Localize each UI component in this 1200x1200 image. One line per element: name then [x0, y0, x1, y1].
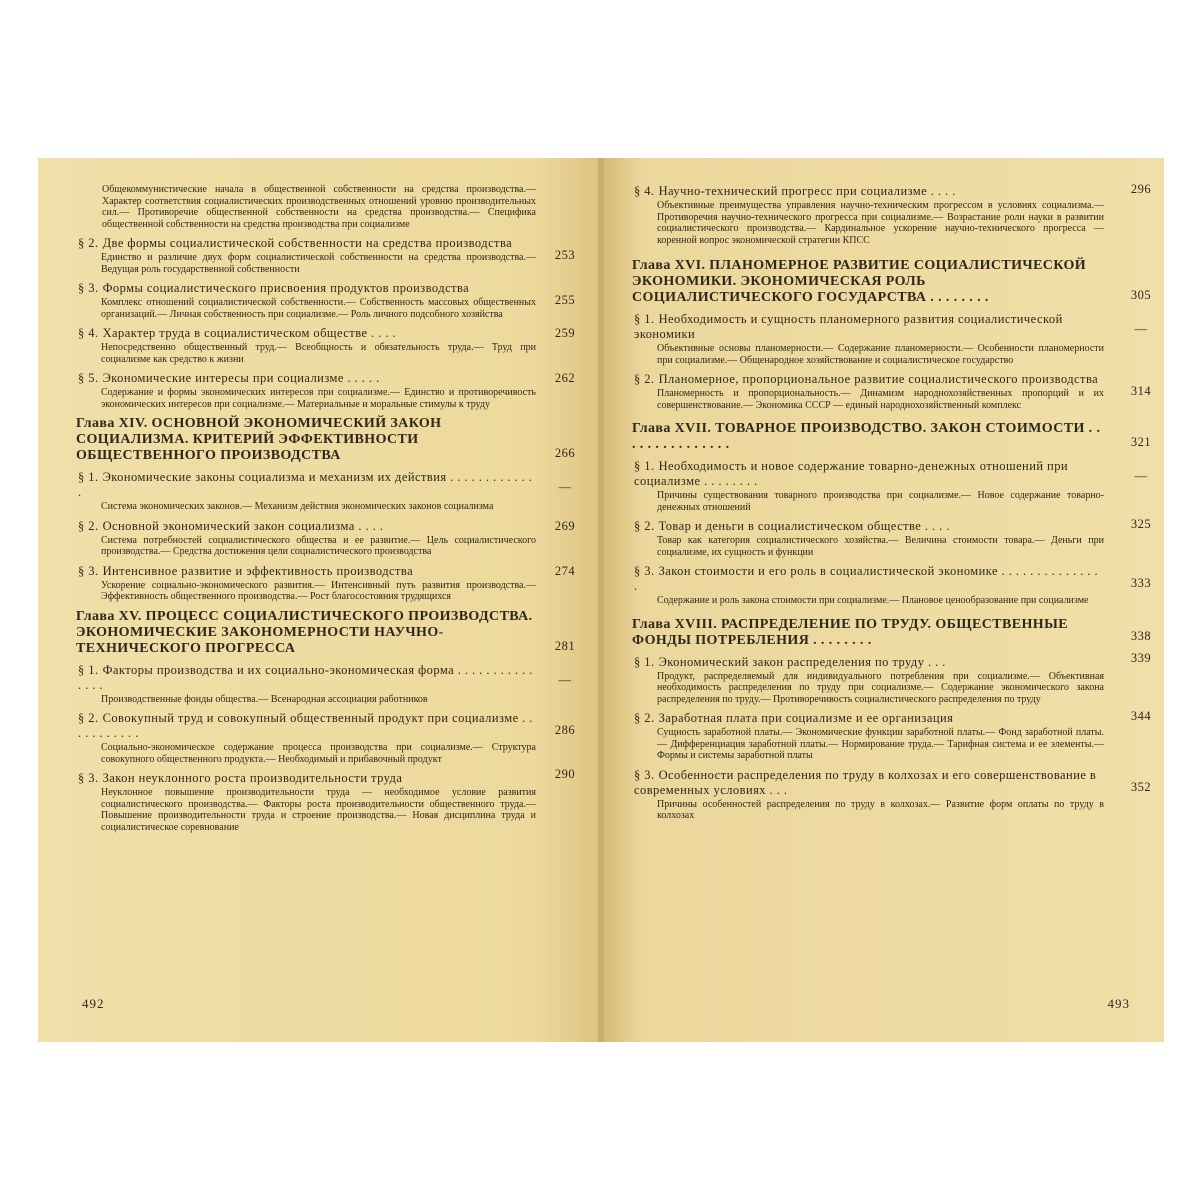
section-description: Содержание и роль закона стоимости при социализме.— Плановое ценообразование при социализме: [657, 595, 1089, 606]
section-title-text: Заработная плата при социализме и ее организация: [658, 711, 954, 725]
section-title-text: Товар и деньги в социалистическом обществе . . . .: [658, 519, 950, 533]
section-title: [76, 564, 536, 579]
section-mark: § 4.: [78, 326, 99, 340]
section-description: Неуклонное повышение производительности труда — необходимое условие развития социалистического производства.— Факторы роста производительности общественного труда.— Повышение производительности труда и строение производства.— Новая дисциплина труда и социалистическое соревнование: [101, 787, 536, 833]
page-number: 281: [554, 638, 576, 653]
section-description: Система потребностей социалистического общества и ее развитие.— Цель социалистического производства.— Средства достижения цели социалистического производства: [101, 534, 536, 557]
section-mark: § 1.: [78, 662, 99, 677]
toc-entry-section: [76, 326, 576, 365]
section-description: Объективные преимущества управления научно-техническим прогрессом в условиях социализма.— Противоречия научно-технического прогресса при социализме.— Возрастание роли науки в развитии социалистического производства.— Кардинальное ускорение научно-технического прогресса — коренной вопрос экономической стратегии КПСС: [657, 200, 1104, 246]
section-description: Содержание и формы экономических интересов при социализме.— Единство и противоречивость экономических интересов при социализме.— Материальные и моральные стимулы к труду: [101, 387, 536, 410]
page-number: 253: [554, 248, 576, 262]
page-number: 338: [1130, 628, 1152, 643]
section-title: [632, 711, 1104, 726]
section-title: [632, 372, 1104, 387]
book-spread: [38, 158, 1164, 1042]
section-title: [76, 371, 536, 386]
section-mark: § 2.: [634, 519, 655, 533]
page-number: 333: [1130, 576, 1152, 590]
section-title-text: Факторы производства и их социально-экономическая форма . . . . . . . . . . . . . . .: [78, 662, 533, 692]
section-title-text: Закон стоимости и его роль в социалистической экономике . . . . . . . . . . . . . . .: [634, 564, 1099, 593]
toc-entry-section: [76, 470, 572, 513]
section-description: Общекоммунистические начала в общественной собственности на средства производства.— Характер соответствия социалистических производственных отношений уровню производительных сил.— Противоречие общественной собственности на средства производства.— Специфика общественной собственности на средства производства при социализме: [102, 184, 536, 230]
section-description: Непосредственно общественный труд.— Всеобщность и обязательность труда.— Труд при социализме как средство к жизни: [101, 342, 536, 365]
toc-entry-section: [76, 281, 576, 320]
chapter-title: Глава XVI. ПЛАНОМЕРНОЕ РАЗВИТИЕ СОЦИАЛИСТИЧЕСКОЙ ЭКОНОМИКИ. ЭКОНОМИЧЕСКАЯ РОЛЬ СОЦИАЛИСТИЧЕСКОГО ГОСУДАРСТВА . . . . . . . .: [632, 258, 1087, 305]
section-mark: § 3.: [634, 564, 655, 578]
chapter-title: Глава XIV. ОСНОВНОЙ ЭКОНОМИЧЕСКИЙ ЗАКОН СОЦИАЛИЗМА. КРИТЕРИЙ ЭФФЕКТИВНОСТИ ОБЩЕСТВЕННОГО ПРОИЗВОДСТВА: [76, 416, 442, 463]
section-title-text: Особенности распределения по труду в колхозах и его совершенствование в современных условиях . . .: [634, 767, 1097, 797]
section-description: Причины существования товарного производства при социализме.— Новое содержание товарно-денежных отношений: [657, 490, 1104, 513]
section-title-text: Экономические законы социализма и механизм их действия . . . . . . . . . . . . .: [78, 470, 533, 499]
toc-entry-section: [76, 371, 576, 410]
section-title-text: Научно-технический прогресс при социализме . . . .: [658, 184, 956, 198]
section-description: Единство и различие двух форм социалистической собственности на средства производства.— Ведущая роль государственной собственности: [101, 252, 536, 275]
section-title: [632, 184, 1104, 199]
chapter-title: Глава XV. ПРОЦЕСС СОЦИАЛИСТИЧЕСКОГО ПРОИЗВОДСТВА. ЭКОНОМИЧЕСКИЕ ЗАКОНОМЕРНОСТИ НАУЧНО-ТЕХНИЧЕСКОГО ПРОГРЕССА: [76, 608, 533, 656]
section-mark: § 3.: [78, 281, 99, 295]
right-page: [604, 158, 1164, 1042]
section-mark: § 2.: [634, 711, 655, 725]
toc-entry-chapter: [632, 616, 1152, 649]
page-number: 274: [554, 563, 576, 578]
page-number: 286: [554, 723, 576, 737]
section-title-text: Основной экономический закон социализма . . . .: [102, 518, 384, 533]
section-title-text: Закон неуклонного роста производительности труда: [102, 771, 403, 785]
section-title: [76, 236, 536, 251]
page-number: —: [1134, 469, 1148, 483]
section-description: Ускорение социально-экономического развития.— Интенсивный путь развития производства.— Эффективность общественного производства.— Рост благосостояния трудящихся: [101, 579, 536, 602]
section-description: Продукт, распределяемый для индивидуального потребления при социализме.— Объективная необходимость распределения по труду при социализме.— Содержание экономического закона распределения по труду.— Противоречивость социалистического распределения по труду: [657, 670, 1104, 705]
page-number: 321: [1130, 435, 1152, 449]
toc-entry-section: [632, 182, 1152, 246]
section-mark: § 1.: [78, 470, 99, 484]
page-number: 259: [554, 326, 576, 340]
section-title-text: Характер труда в социалистическом обществе . . . .: [102, 326, 397, 340]
section-title: [76, 663, 536, 693]
left-page: [38, 158, 604, 1042]
section-title-text: Интенсивное развитие и эффективность производства: [102, 563, 414, 578]
toc-entry-section: [632, 372, 1152, 411]
page-number: 344: [1130, 709, 1152, 723]
page-number: 314: [1130, 384, 1152, 398]
section-mark: § 1.: [634, 459, 655, 473]
page-number: 269: [554, 518, 576, 533]
section-title-text: Планомерное, пропорциональное развитие социалистического производства: [658, 372, 1099, 386]
section-description: Производственные фонды общества.— Всенародная ассоциация работников: [101, 693, 428, 705]
section-mark: § 1.: [634, 654, 655, 669]
section-title: [632, 564, 1104, 594]
section-title-text: Экономический закон распределения по труду . . .: [658, 654, 946, 669]
toc-entry-chapter: [76, 416, 576, 464]
toc-entry-chapter: [76, 608, 576, 657]
page-number: —: [558, 480, 572, 494]
section-title-text: Необходимость и новое содержание товарно-денежных отношений при социализме . . . . . . . .: [634, 459, 1069, 488]
page-number: 262: [554, 371, 576, 385]
toc-entry-section: [76, 236, 576, 275]
toc-entry-chapter: [632, 421, 1152, 453]
toc-entry-section: [632, 709, 1152, 762]
section-title: [76, 281, 536, 296]
section-title: [76, 519, 536, 534]
toc-entry-chapter: [632, 258, 1152, 306]
section-title: [76, 711, 536, 741]
section-description: Планомерность и пропорциональность.— Динамизм народнохозяйственных пропорций и их совершенствование.— Экономика СССР — единый народнохозяйственный комплекс: [657, 388, 1104, 411]
page-number: 305: [1130, 288, 1152, 302]
section-title: [76, 470, 536, 500]
toc-entry-section: [76, 662, 572, 706]
toc-entry-section: [76, 767, 576, 833]
section-description: Комплекс отношений социалистической собственности.— Собственность массовых общественных организаций.— Личная собственность при социализме.— Роль личного подсобного хозяйства: [101, 297, 536, 320]
section-title: [632, 519, 1104, 534]
section-mark: § 3.: [78, 563, 99, 578]
toc-entry-section: [76, 518, 576, 558]
section-title: [76, 771, 536, 786]
chapter-title: Глава XVIII. РАСПРЕДЕЛЕНИЕ ПО ТРУДУ. ОБЩЕСТВЕННЫЕ ФОНДЫ ПОТРЕБЛЕНИЯ . . . . . . . .: [632, 616, 1068, 648]
toc-entry-section: [632, 564, 1152, 607]
section-description: Сущность заработной платы.— Экономические функции заработной платы.— Фонд заработной платы.— Дифференциация заработной платы.— Нормирование труда.— Тарифная система и ее элементы.— Формы и системы заработной платы: [657, 727, 1104, 761]
toc-entry-section: [76, 563, 576, 603]
section-title: [632, 655, 1104, 670]
section-description: Причины особенностей распределения по труду в колхозах.— Развитие форм оплаты по труду в колхозах: [657, 798, 1104, 821]
section-title: [76, 326, 536, 341]
section-mark: § 3.: [78, 771, 99, 785]
section-mark: § 5.: [78, 371, 99, 385]
section-description: Система экономических законов.— Механизм действия экономических законов социализма: [101, 501, 494, 512]
section-title-text: Совокупный труд и совокупный общественный продукт при социализме . . . . . . . . . . .: [78, 711, 533, 740]
toc-entry-section: [632, 517, 1152, 558]
section-title: [632, 312, 1104, 342]
page-folio: 492: [82, 996, 105, 1011]
section-mark: § 1.: [634, 312, 655, 326]
left-toc-column: [76, 184, 576, 839]
toc-entry-section: [632, 767, 1152, 822]
section-title: [632, 459, 1104, 489]
toc-entry-section: [632, 459, 1148, 513]
page-number: 325: [1130, 517, 1152, 531]
section-mark: § 4.: [634, 184, 655, 198]
section-title-text: Необходимость и сущность планомерного развития социалистической экономики: [634, 312, 1063, 341]
page-number: 339: [1130, 650, 1152, 665]
section-mark: § 3.: [634, 767, 655, 782]
section-description: Социально-экономическое содержание процесса производства при социализме.— Структура совокупного общественного продукта.— Необходимый и прибавочный продукт: [101, 742, 536, 765]
page-number: —: [558, 672, 572, 687]
toc-entry-section: [632, 650, 1152, 706]
page-number: 290: [554, 767, 576, 781]
section-description: Товар как категория социалистического хозяйства.— Величина стоимости товара.— Деньги при социализме, их сущность и функции: [657, 535, 1104, 558]
page-number: —: [1134, 322, 1148, 336]
page-number: 296: [1130, 182, 1152, 196]
section-title-text: Формы социалистического присвоения продуктов производства: [102, 281, 470, 295]
toc-entry-continued: [76, 184, 536, 230]
page-number: 255: [554, 293, 576, 307]
section-description: Объективные основы планомерности.— Содержание планомерности.— Особенности планомерности при социализме.— Общенародное хозяйствование и социалистическое государство: [657, 343, 1104, 366]
toc-entry-section: [76, 711, 576, 765]
chapter-title: Глава XVII. ТОВАРНОЕ ПРОИЗВОДСТВО. ЗАКОН СТОИМОСТИ . . . . . . . . . . . . . . .: [632, 421, 1101, 452]
toc-entry-section: [632, 312, 1148, 366]
section-title-text: Экономические интересы при социализме . . . . .: [102, 371, 380, 385]
section-title: [632, 768, 1104, 798]
section-mark: § 2.: [78, 711, 99, 725]
section-mark: § 2.: [78, 236, 99, 250]
section-mark: § 2.: [634, 372, 655, 386]
page-folio: 493: [1107, 996, 1130, 1011]
page-number: 266: [554, 446, 576, 460]
right-toc-column: [632, 182, 1152, 828]
section-mark: § 2.: [78, 518, 99, 533]
section-title-text: Две формы социалистической собственности на средства производства: [102, 236, 513, 250]
page-number: 352: [1130, 779, 1152, 794]
